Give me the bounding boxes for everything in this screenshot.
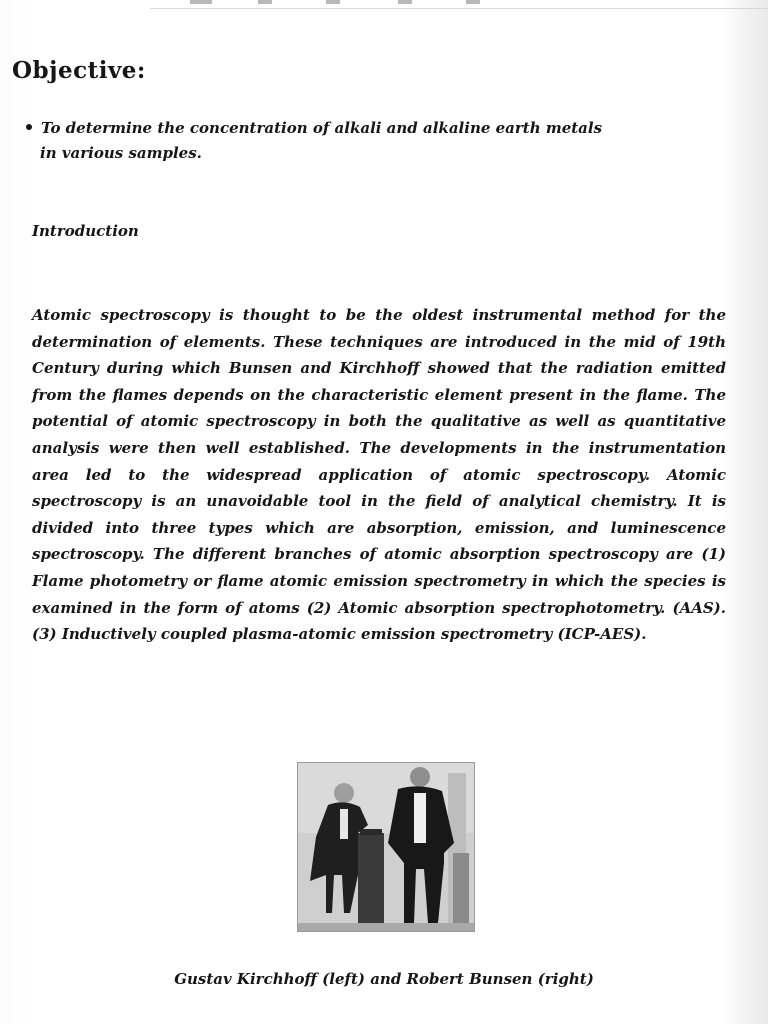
objective-heading: Objective: xyxy=(12,57,146,84)
scan-mark xyxy=(326,0,340,4)
figure-caption: Gustav Kirchhoff (left) and Robert Bunsen (right) xyxy=(174,970,594,988)
introduction-paragraph: Atomic spectroscopy is thought to be the oldest instrumental method for the determination of elements. These techniques are introduced in the mid of 19th Century during which Bunsen and Kirchhoff showed that the radiation emitted from the flames depends on the characteristic element present in the flame. The potential of atomic spectroscopy in both the qualitative as well as quantitative analysis were then well established. The developments in the instrumentation area led to the widespread application of atomic spectroscopy. Atomic spectroscopy is an unavoidable tool in the field of analytical chemistry. It is divided into three types which are absorption, emission, and luminescence spectroscopy. The different branches of atomic absorption spectroscopy are (1) Flame photometry or flame atomic emission spectrometry in which the species is examined in the form of atoms (2) Atomic absorption spectrophotometry. (AAS). (3) Inductively coupled plasma-atomic emission spectrometry (ICP-AES). xyxy=(32,306,726,644)
objective-bullet-line2: in various samples. xyxy=(40,144,202,162)
scan-mark xyxy=(190,0,212,4)
kirchhoff-bunsen-photo xyxy=(297,762,475,932)
introduction-heading: Introduction xyxy=(32,222,139,240)
objective-bullet xyxy=(26,116,726,166)
objective-bullet-line1: To determine the concentration of alkali and alkaline earth metals xyxy=(41,119,603,137)
scan-mark xyxy=(466,0,480,4)
bullet-icon xyxy=(26,124,32,130)
scan-mark xyxy=(258,0,272,4)
page-top-edge xyxy=(150,0,768,9)
portrait-photo-illustration xyxy=(298,763,474,931)
scan-mark xyxy=(398,0,412,4)
